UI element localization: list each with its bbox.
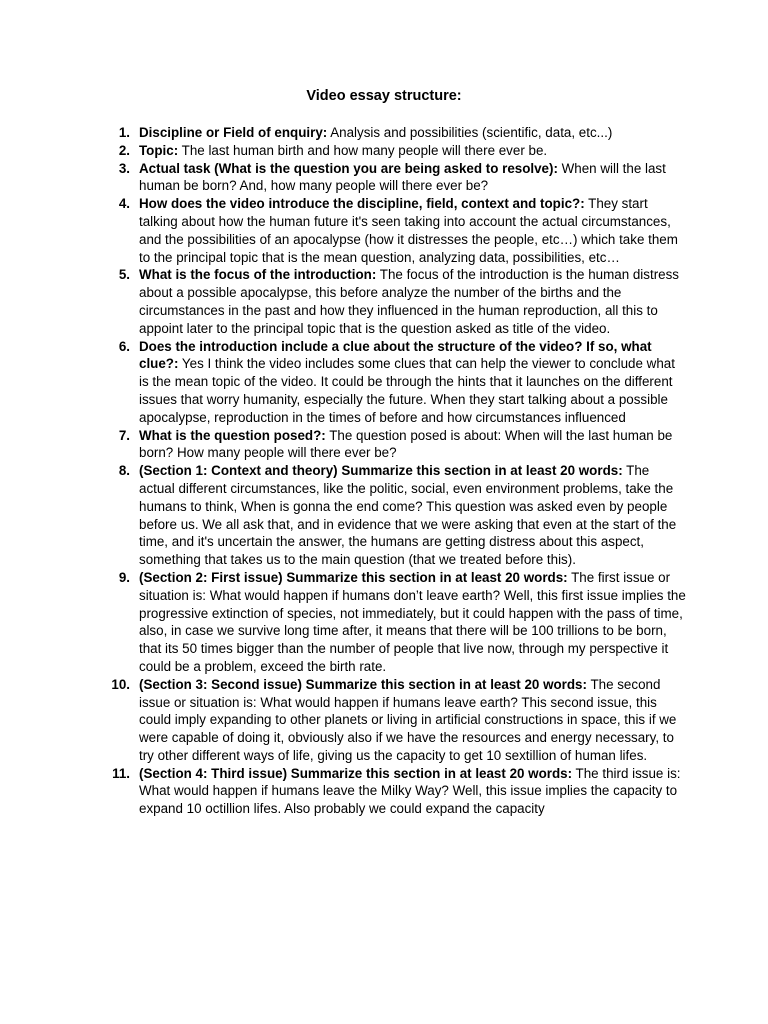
- item-text: The focus of the introduction is the human distress about a possible apocalypse, this before analyze the number of the births and the circumstances in the past and how they influenced in the human reproduction, all this to appoint later to the principal topic that is the question asked as title of the video.: [139, 267, 679, 336]
- list-item: [98, 124, 688, 142]
- item-number: 3.: [118, 160, 130, 176]
- list-item: [98, 338, 688, 427]
- item-number: 5.: [118, 267, 130, 283]
- list-item: [98, 765, 688, 818]
- list-item: [98, 569, 688, 676]
- item-label: What is the question posed?:: [139, 427, 326, 443]
- list-item: [98, 462, 688, 569]
- item-text: Yes I think the video includes some clues that can help the viewer to conclude what is the mean topic of the video. It could be through the hints that it launches on the different issues that worry humanity, especially the future. When they start talking about a possible apocalypse, reproduction in the times of before and how circumstances influenced: [139, 356, 675, 425]
- item-label: Topic:: [139, 142, 179, 158]
- item-number: 7.: [118, 427, 130, 443]
- item-text: Analysis and possibilities (scientific, data, etc...): [327, 125, 613, 140]
- document-title: Video essay structure:: [306, 88, 462, 104]
- item-text: The actual different circumstances, like the politic, social, even environment problems, take the humans to think, When is gonna the end come? This question was asked even by people before us. We all ask that, and in evidence that we were asking that even at the start of the time, and it's uncertain the answer, the humans are getting distress about this aspect, something that takes us to the main question (that we treated before this).: [139, 463, 677, 568]
- item-number: 10.: [111, 676, 130, 692]
- item-text: The question posed is about: When will the last human be born? How many people will there ever be?: [139, 427, 673, 461]
- item-number: 1.: [118, 125, 130, 140]
- item-label: (Section 3: Second issue) Summarize this section in at least 20 words:: [139, 676, 587, 692]
- item-label: What is the focus of the introduction:: [139, 267, 377, 283]
- list-item: [98, 160, 688, 196]
- item-text: They start talking about how the human future it's seen taking into account the actual circumstances, and the possibilities of an apocalypse (how it distresses the people, etc…) which take them to the principal topic that is the mean question, analyzing data, possibilities, etc…: [139, 196, 678, 265]
- question-list: [98, 124, 688, 818]
- item-label: (Section 1: Context and theory) Summarize this section in at least 20 words:: [139, 463, 623, 479]
- item-number: 4.: [118, 196, 130, 212]
- list-item: [98, 676, 688, 765]
- list-item: [98, 142, 688, 160]
- item-text: The second issue or situation is: What would happen if humans leave earth? This second issue, this could imply expanding to other planets or living in artificial constructions in space, this if we were capable of doing it, obviously also if we have the resources and energy necessary, to try other different ways of life, giving us the capacity to get 10 sextillion of human lifes.: [139, 676, 677, 763]
- item-text: The first issue or situation is: What would happen if humans don’t leave earth? Well, this first issue implies the progressive extinction of species, not immediately, but it could happen with the pass of time, also, in case we survive long time after, it means that there will be 100 trillions to be born, that its 50 times bigger than the number of people that live now, through my perspective it could be a problem, exceed the birth rate.: [139, 569, 686, 674]
- list-item: [98, 266, 688, 337]
- item-label: Does the introduction include a clue about the structure of the video? If so, what clue?:: [139, 338, 652, 372]
- item-number: 9.: [118, 569, 130, 585]
- list-item: [98, 195, 688, 266]
- item-text: When will the last human be born? And, how many people will there ever be?: [139, 160, 666, 194]
- item-number: 6.: [118, 338, 130, 354]
- item-number: 11.: [112, 765, 130, 781]
- item-number: 8.: [118, 463, 130, 479]
- item-label: Actual task (What is the question you are being asked to resolve):: [139, 160, 558, 176]
- item-label: How does the video introduce the discipline, field, context and topic?:: [139, 196, 585, 212]
- item-number: 2.: [118, 142, 130, 158]
- item-text: The last human birth and how many people will there ever be.: [178, 142, 548, 158]
- item-label: Discipline or Field of enquiry:: [139, 125, 328, 140]
- item-label: (Section 2: First issue) Summarize this section in at least 20 words:: [139, 569, 568, 585]
- list-item: [98, 427, 688, 463]
- item-text: The third issue is: What would happen if humans leave the Milky Way? Well, this issue implies the capacity to expand 10 octillion lifes. Also probably we could expand the capacity: [139, 765, 681, 817]
- item-label: (Section 4: Third issue) Summarize this section in at least 20 words:: [139, 765, 573, 781]
